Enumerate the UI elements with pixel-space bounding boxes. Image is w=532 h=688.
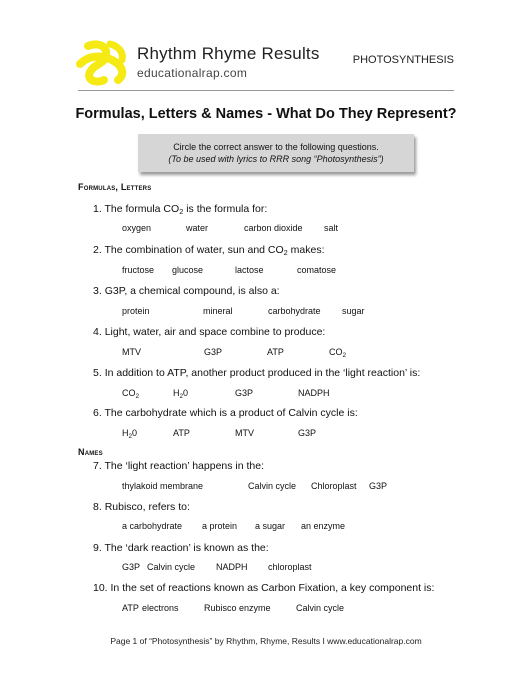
instructions-note: (To be used with lyrics to RRR song “Photosynthesis”) (168, 154, 384, 164)
answer-option[interactable]: a sugar (255, 521, 286, 531)
brand-name: Rhythm Rhyme Results (137, 44, 320, 63)
subscript: 2 (179, 207, 184, 216)
answer-option[interactable]: sugar (342, 306, 365, 316)
answer-option[interactable]: fructose (122, 265, 155, 275)
instructions-box (138, 134, 414, 172)
answer-option[interactable]: a carbohydrate (122, 521, 183, 531)
answer-options-4 (0, 347, 532, 361)
answer-option[interactable]: G3P (204, 347, 223, 357)
instructions-line: Circle the correct answer to the following questions. (173, 142, 379, 152)
answer-option[interactable]: an enzyme (301, 521, 346, 531)
answer-options-8 (0, 521, 532, 535)
header-topic: PHOTOSYNTHESIS (352, 54, 454, 66)
answer-option[interactable]: mineral (203, 306, 233, 316)
answer-options-9 (0, 562, 532, 576)
answer-option[interactable]: water (186, 223, 209, 233)
subscript: 2 (135, 393, 140, 400)
answer-option[interactable]: glucose (172, 265, 204, 275)
answer-options-10 (0, 603, 532, 617)
answer-option[interactable]: Chloroplast (311, 481, 357, 491)
subscript: 2 (283, 248, 288, 257)
question-3: 3. G3P, a chemical compound, is also a: (93, 285, 280, 297)
answer-option[interactable]: G3P (369, 481, 388, 491)
section-heading-formulas: Formulas, Letters (78, 182, 152, 192)
answer-option[interactable]: $CO_2$ (122, 388, 140, 400)
answer-option[interactable]: $H_20$ (122, 428, 138, 440)
answer-options-1 (0, 223, 532, 237)
brand-url: educationalrap.com (137, 66, 248, 80)
subscript: 2 (179, 393, 184, 400)
answer-options-5 (0, 388, 532, 402)
answer-option[interactable]: protein (122, 306, 150, 316)
question-8: 8. Rubisco, refers to: (93, 501, 190, 513)
answer-option[interactable]: oxygen (122, 223, 152, 233)
answer-option[interactable]: ATP (122, 603, 139, 613)
answer-option[interactable]: electrons (142, 603, 179, 613)
answer-option[interactable]: thylakoid membrane (122, 481, 204, 491)
answer-option[interactable]: Calvin cycle (248, 481, 297, 491)
answer-option[interactable]: carbon dioxide (244, 223, 303, 233)
answer-option[interactable]: chloroplast (268, 562, 312, 572)
answer-option[interactable]: Calvin cycle (147, 562, 196, 572)
answer-option[interactable]: $H_20$ (173, 388, 189, 400)
answer-options-7 (0, 481, 532, 495)
answer-options-3 (0, 306, 532, 320)
subscript: 2 (128, 433, 133, 440)
answer-option[interactable]: G3P (122, 562, 141, 572)
header-divider (78, 90, 454, 91)
rrr-logo-icon (74, 38, 134, 88)
question-4: 4. Light, water, air and space combine to produce: (93, 326, 326, 338)
question-5: 5. In addition to ATP, another product produced in the ‘light reaction’ is: (93, 367, 421, 379)
question-10: 10. In the set of reactions known as Carbon Fixation, a key component is: (93, 582, 435, 594)
section-heading-names: Names (78, 447, 103, 457)
answer-option[interactable]: ATP (173, 428, 190, 438)
subscript: 2 (342, 352, 347, 359)
answer-option[interactable]: Calvin cycle (296, 603, 345, 613)
answer-options-2 (0, 265, 532, 279)
answer-option[interactable]: lactose (235, 265, 264, 275)
answer-option[interactable]: salt (324, 223, 339, 233)
page-footer: Page 1 of “Photosynthesis” by Rhythm, Rhyme, Results I www.educationalrap.com (110, 636, 422, 646)
question-7: 7. The ‘light reaction’ happens in the: (93, 460, 265, 472)
answer-option[interactable]: ATP (267, 347, 284, 357)
question-6: 6. The carbohydrate which is a product of Calvin cycle is: (93, 407, 358, 419)
answer-options-6 (0, 428, 532, 442)
answer-option[interactable]: G3P (298, 428, 317, 438)
answer-option[interactable]: NADPH (298, 388, 330, 398)
answer-option[interactable]: comatose (297, 265, 337, 275)
answer-option[interactable]: $CO_2$ (329, 347, 347, 359)
answer-option[interactable]: Rubisco enzyme (204, 603, 271, 613)
question-9: 9. The ‘dark reaction’ is known as the: (93, 542, 269, 554)
answer-option[interactable]: G3P (235, 388, 254, 398)
question-1: 1. The formula $CO_2$ is the formula for: (93, 203, 268, 216)
answer-option[interactable]: MTV (235, 428, 254, 438)
answer-option[interactable]: carbohydrate (268, 306, 321, 316)
worksheet-title: Formulas, Letters & Names - What Do They Represent? (75, 106, 457, 122)
question-2: 2. The combination of water, sun and $CO_2$ makes: (93, 244, 325, 257)
answer-option[interactable]: a protein (202, 521, 238, 531)
answer-option[interactable]: NADPH (216, 562, 248, 572)
answer-option[interactable]: MTV (122, 347, 141, 357)
